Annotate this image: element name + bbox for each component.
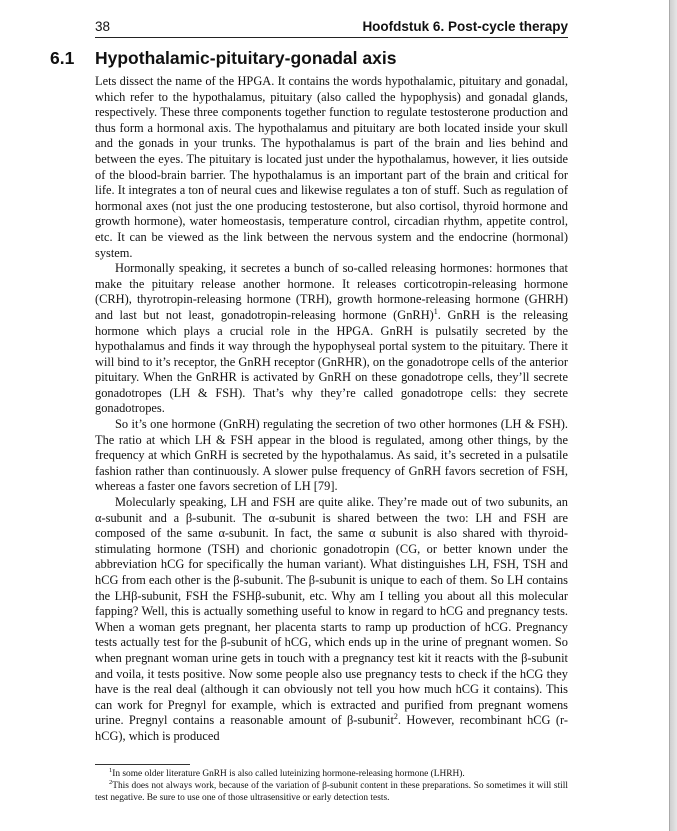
footnote: $^2$This does not always work, because of the variation of β-subunit content in these preparations. So sometimes it will still test negative. Be sure to use one of those ultrasensitive or early detection tests. [95,779,568,804]
footnote: $^1$In some older literature GnRH is also called luteinizing hormone-releasing hormone (LHRH). [109,766,465,779]
page-number: 38 [95,19,111,34]
paragraph: Molecularly speaking, LH and FSH are quite alike. They’re made out of two subunits, an α-subunit and a β-subunit. The α-subunit is shared between the two: LH and FSH are composed of the same α-subunit. In fact, the same α subunit is also shared with thyroid-stimulating hormone (TSH) and chorionic gonadotropin (CG, or better known under the abbreviation hCG for specifically the human variant). What distinguishes LH, FSH, TSH and hCG from each other is the β-subunit. The β-subunit is unique to each of them. So LH contains the LHβ-subunit, FSH the FSHβ-subunit, etc. Why am I telling you about all this molecular fapping? Well, this is actually something useful to know in regard to hCG and pregnancy tests. When a woman gets pregnant, her placenta starts to ramp up production of hCG. Pregnancy tests actually test for the β-subunit of hCG, which ends up in the urine of pregnant women. So when pregnant woman urine gets in touch with a pregnancy test kit it reacts with the β-subunit and voila, it tests positive. Now some people also use pregnancy tests to check if the hCG they have is the real deal (although it can obviously not tell you how much hCG it contains). This can work for Pregnyl for example, which is extracted and purified from pregnant womens urine. Pregnyl contains a reasonable amount of β-subunit$^2$. However, recombinant hCG (r-hCG), which is produced [95,495,569,743]
footnote-ref[interactable]: 2 [393,712,398,722]
footnote-mark: 1 [109,766,113,774]
body-text [95,74,568,745]
footnote-mark: 2 [109,779,113,787]
footnotes [95,768,568,805]
footnote-rule [95,764,190,765]
running-header [95,17,568,37]
section-number: 6.1 [50,48,75,68]
paragraph: Hormonally speaking, it secretes a bunch of so-called releasing hormones: hormones that make the pituitary release another hormone. It releases corticotropin-releasing hormone (CRH), thyrotropin-releasing hormone (TRH), growth hormone-releasing hormone (GHRH) and last but not least, gonadotropin-releasing hormone (GnRH)$^1$. GnRH is the releasing hormone which plays a crucial role in the HPGA. GnRH is pulsatily secreted by the hypothalamus and finds it way through the hypophyseal portal system to the pituitary. There it will bind to it’s receptor, the GnRH receptor (GnRHR), on the gonadotrope cells of the anterior pituitary. When the GnRHR is activated by GnRH on these gonadotrope cells, they’ll secrete gonadotropes (LH & FSH). That’s why they’re called gonadotrope cells: they secrete gonadotropes. [95,261,569,416]
chapter-title: Hoofdstuk 6. Post-cycle therapy [362,19,568,34]
paragraph: So it’s one hormone (GnRH) regulating the secretion of two other hormones (LH & FSH). The ratio at which LH & FSH appear in the blood is regulated, among other things, by the frequency at which GnRH is secreted by the hypothalamus. As said, it’s secreted in a pulsatile fashion rather than continuously. A slower pulse frequency of GnRH favors secretion of FSH, whereas a faster one favors secretion of LH [79]. [95,417,568,494]
section-title: Hypothalamic-pituitary-gonadal axis [95,48,397,68]
header-rule [95,37,568,38]
footnote-ref[interactable]: 1 [433,306,438,316]
section-heading [50,48,396,69]
viewer-scroll-edge[interactable] [669,0,677,831]
paragraph: Lets dissect the name of the HPGA. It contains the words hypothalamic, pituitary and gonadal, which refer to the hypothalamus, pituitary (also called the hypophysis) and gonadal glands, respectively. These three components together function to regulate testosterone production and thus form a hormonal axis. The hypothalamus and pituitary are both located inside your skull and the gonads in your trunks. The hypothalamus is part of the brain and lies behind and between the eyes. The pituitary is located just under the hypothalamus, however, it lies outside of the blood-brain barrier. The hypothalamus is an important part of the brain and critical for life. It integrates a ton of neural cues and likewise regulates a ton of stuff. Such as regulation of hormonal axes (not just the one producing testosterone, but also cortisol, thyroid hormone and growth hormone), water homeostasis, temperature control, circadian rhythm, appetite control, etc. It can be viewed as the link between the nervous system and the endocrine (hormonal) system. [95,74,568,260]
